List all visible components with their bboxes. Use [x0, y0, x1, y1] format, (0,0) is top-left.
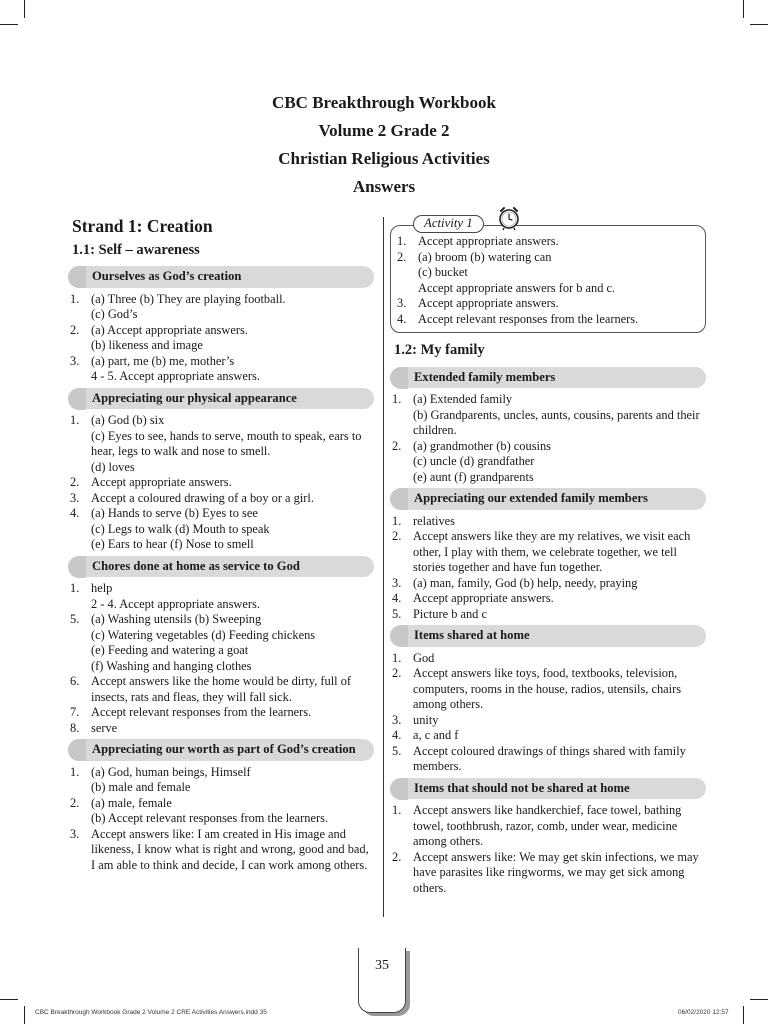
crop-mark — [750, 999, 768, 1000]
answer-text: (a) Three (b) They are playing football. — [91, 291, 286, 306]
answer-text: Accept appropriate answers for b and c. — [418, 280, 616, 295]
answer-number: 1. — [392, 650, 402, 665]
answer-item — [390, 408, 706, 439]
answer-number: 3. — [392, 575, 402, 590]
title-line-2: Volume 2 Grade 2 — [318, 121, 450, 140]
answer-number: 3. — [70, 826, 80, 841]
answer-number: 4. — [392, 591, 402, 605]
answer-item — [68, 581, 374, 597]
answer-item — [390, 591, 706, 607]
answer-number: 1. — [397, 234, 407, 248]
answer-text: (b) likeness and image — [91, 338, 203, 352]
answer-text: (a) grandmother (b) cousins — [413, 438, 551, 453]
answer-text: (b) Accept relevant responses from the learners. — [91, 811, 329, 825]
answer-text: (a) God (b) six — [91, 413, 165, 427]
answer-list — [390, 651, 706, 775]
answer-item — [68, 674, 374, 705]
answer-item — [68, 491, 374, 507]
answer-text: Accept answers like: We may get skin infections, we may have parasites like ringworms, we may get sick among others. — [413, 849, 699, 895]
answer-item — [68, 522, 374, 538]
answer-number: 4. — [70, 506, 80, 520]
answer-number: 5. — [70, 612, 80, 626]
answer-item — [390, 666, 706, 713]
answer-number: 2. — [392, 529, 402, 543]
answer-text: (b) Grandparents, uncles, aunts, cousins, parents and their children. — [413, 407, 700, 437]
section-heading: Items shared at home — [390, 625, 706, 647]
answer-item — [390, 744, 706, 775]
answer-number: 1. — [392, 803, 402, 817]
answer-number — [68, 338, 91, 354]
answer-number — [68, 460, 91, 476]
answer-text: relatives — [413, 513, 455, 528]
answer-item — [390, 529, 706, 576]
answer-list — [390, 392, 706, 485]
subheading-my-family: 1.2: My family — [394, 342, 485, 358]
answer-number: 3. — [70, 490, 80, 505]
answer-item — [68, 765, 374, 781]
answer-list — [390, 514, 706, 623]
answer-number — [68, 369, 91, 385]
answer-item — [68, 413, 374, 429]
answer-list — [68, 413, 374, 553]
answer-number: 7. — [70, 705, 80, 719]
answer-text: (a) Washing utensils (b) Sweeping — [91, 612, 262, 626]
alarm-clock-icon — [496, 205, 522, 231]
answer-text: help — [91, 581, 113, 595]
title-line-3: Christian Religious Activities — [278, 149, 490, 168]
answer-item — [68, 506, 374, 522]
answer-text: Accept relevant responses from the learners. — [91, 705, 312, 719]
answer-item — [390, 713, 706, 729]
answer-item — [390, 439, 706, 455]
answer-item — [68, 643, 374, 659]
answer-item — [68, 537, 374, 553]
answer-item — [395, 234, 697, 250]
answer-item — [68, 307, 374, 323]
answer-number: 5. — [392, 743, 402, 758]
answer-text: Accept answers like the home would be dirty, full of insects, rats and fleas, they will fall sick. — [91, 674, 352, 704]
answer-item — [390, 607, 706, 623]
answer-text: (b) male and female — [91, 780, 191, 794]
answer-list — [68, 765, 374, 874]
answer-text: (c) bucket — [418, 265, 468, 279]
section-heading: Chores done at home as service to God — [68, 556, 374, 578]
answer-number: 3. — [392, 712, 402, 727]
crop-mark — [743, 1006, 744, 1024]
answer-number — [68, 643, 91, 659]
answer-item — [390, 454, 706, 470]
answer-item — [68, 721, 374, 737]
answer-text: (d) loves — [91, 459, 135, 474]
answer-list — [390, 803, 706, 896]
answer-text: (e) Ears to hear (f) Nose to smell — [91, 537, 254, 551]
answer-item — [390, 728, 706, 744]
answer-text: Accept answers like handkerchief, face towel, bathing towel, toothbrush, razor, comb, under wear, medicine among others. — [413, 803, 682, 848]
answer-text: (f) Washing and hanging clothes — [91, 658, 252, 673]
answer-item — [390, 803, 706, 850]
answer-item — [68, 369, 374, 385]
answer-text: 2 - 4. Accept appropriate answers. — [91, 596, 260, 611]
answer-text: serve — [91, 720, 118, 735]
answer-number: 1. — [70, 291, 80, 306]
answer-text: Accept appropriate answers. — [413, 591, 554, 605]
answer-text: Accept a coloured drawing of a boy or a girl. — [91, 490, 314, 505]
section-heading: Extended family members — [390, 367, 706, 389]
answer-number: 2. — [397, 249, 407, 264]
answer-number: 3. — [397, 296, 407, 310]
answer-item — [395, 312, 697, 328]
answer-number: 1. — [70, 413, 80, 427]
answer-number: 1. — [392, 392, 402, 406]
answer-number — [395, 281, 418, 297]
answer-number: 2. — [392, 438, 402, 453]
answer-number: 2. — [70, 795, 80, 810]
answer-item — [68, 292, 374, 308]
answer-text: 4 - 5. Accept appropriate answers. — [91, 369, 260, 383]
answer-text: Accept coloured drawings of things shared with family members. — [413, 743, 686, 773]
answer-text: (e) aunt (f) grandparents — [413, 469, 534, 484]
answer-text: Accept relevant responses from the learners. — [418, 311, 639, 326]
column-divider — [383, 217, 384, 917]
answer-text: Accept answers like toys, food, textbooks, television, computers, rooms in the house, radios, utensils, chairs among others. — [413, 666, 682, 711]
crop-mark — [24, 0, 25, 18]
answer-item — [68, 338, 374, 354]
answer-text: (c) Watering vegetables (d) Feeding chickens — [91, 627, 316, 642]
answer-text: (a) Hands to serve (b) Eyes to see — [91, 506, 258, 520]
answer-text: a, c and f — [413, 728, 459, 742]
answer-number — [395, 265, 418, 281]
answer-text: (a) God, human beings, Himself — [91, 764, 251, 779]
subheading-self-awareness: 1.1: Self – awareness — [72, 241, 200, 258]
page-number: 35 — [375, 958, 389, 973]
title-line-1: CBC Breakthrough Workbook — [272, 93, 496, 112]
crop-mark — [743, 0, 744, 18]
answer-text: Accept appropriate answers. — [418, 296, 559, 310]
answer-item — [390, 576, 706, 592]
answer-item — [68, 597, 374, 613]
answer-item — [390, 651, 706, 667]
strand-heading: Strand 1: Creation — [72, 216, 213, 236]
crop-mark — [0, 24, 18, 25]
answer-text: Accept answers like: I am created in His image and likeness, I know what is right and wrong, good and bad, I am able to think and decide, I can work among others. — [91, 826, 369, 872]
answer-item — [68, 323, 374, 339]
answer-item — [390, 850, 706, 897]
answer-number: 4. — [397, 311, 407, 326]
section-heading: Appreciating our physical appearance — [68, 388, 374, 410]
answer-item — [68, 354, 374, 370]
answer-item — [395, 250, 697, 266]
answer-text: (c) Eyes to see, hands to serve, mouth to speak, ears to hear, legs to walk and nose to smell. — [91, 428, 362, 458]
answer-list — [395, 234, 697, 327]
answer-number: 6. — [70, 674, 80, 688]
section-heading: Appreciating our worth as part of God’s creation — [68, 739, 374, 761]
answer-item — [395, 296, 697, 312]
answer-text: (c) God’s — [91, 307, 138, 321]
answer-text: Accept answers like they are my relatives, we visit each other, I play with them, we celebrate together, we tell stories together and have fun together. — [413, 529, 691, 574]
section-heading: Items that should not be shared at home — [390, 778, 706, 800]
answer-text: (c) Legs to walk (d) Mouth to speak — [91, 521, 270, 536]
answer-text: (c) uncle (d) grandfather — [413, 454, 535, 468]
activity-label: Activity 1 — [413, 215, 484, 233]
answer-item — [395, 265, 697, 281]
answer-number: 2. — [70, 322, 80, 337]
answer-item — [390, 392, 706, 408]
answer-number: 1. — [392, 513, 402, 528]
answer-item — [390, 470, 706, 486]
answer-item — [390, 514, 706, 530]
answer-text: Accept appropriate answers. — [418, 234, 559, 248]
answer-item — [68, 827, 374, 874]
answer-text: (e) Feeding and watering a goat — [91, 643, 249, 657]
right-column — [390, 215, 706, 896]
answer-text: (a) Extended family — [413, 392, 513, 406]
left-column — [68, 217, 374, 873]
crop-mark — [750, 24, 768, 25]
section-heading: Ourselves as God’s creation — [68, 266, 374, 288]
answer-number — [68, 307, 91, 323]
title-line-4: Answers — [352, 177, 416, 196]
footer-timestamp: 06/02/2020 12:57 — [678, 1009, 729, 1016]
answer-number — [68, 429, 91, 460]
answer-item — [68, 705, 374, 721]
answer-list — [68, 581, 374, 736]
answer-number — [68, 659, 91, 675]
answer-number — [390, 454, 413, 470]
answer-text: (a) male, female — [91, 795, 172, 810]
answer-number — [68, 780, 91, 796]
answer-item — [68, 628, 374, 644]
answer-item — [68, 460, 374, 476]
answer-item — [68, 811, 374, 827]
answer-number: 2. — [392, 666, 402, 680]
answer-list — [68, 292, 374, 385]
answer-item — [68, 429, 374, 460]
activity-box — [390, 216, 706, 333]
answer-text: (a) part, me (b) me, mother’s — [91, 353, 235, 368]
answer-number — [390, 408, 413, 439]
answer-number: 2. — [392, 849, 402, 864]
answer-item — [68, 780, 374, 796]
answer-number: 2. — [70, 475, 80, 489]
answer-item — [68, 659, 374, 675]
answer-number — [390, 470, 413, 486]
answer-item — [68, 796, 374, 812]
crop-mark — [0, 999, 18, 1000]
answer-text: Accept appropriate answers. — [91, 475, 232, 489]
answer-text: God — [413, 650, 435, 665]
answer-item — [68, 475, 374, 491]
section-heading: Appreciating our extended family members — [390, 488, 706, 510]
page-number-tab — [358, 948, 406, 1013]
answer-item — [395, 281, 697, 297]
answer-number: 1. — [70, 764, 80, 779]
answer-number: 3. — [70, 353, 80, 368]
answer-text: unity — [413, 712, 439, 727]
answer-number — [68, 628, 91, 644]
answer-number: 1. — [70, 581, 80, 595]
answer-number — [68, 537, 91, 553]
answer-text: (a) Accept appropriate answers. — [91, 322, 248, 337]
footer-filename: CBC Breakthrough Workbook Grade 2 Volume 2 CRE Activities Answers.indd 35 — [35, 1009, 267, 1016]
answer-text: (a) man, family, God (b) help, needy, praying — [413, 575, 638, 590]
answer-text: Picture b and c — [413, 606, 487, 621]
answer-text: (a) broom (b) watering can — [418, 249, 552, 264]
answer-number: 8. — [70, 720, 80, 735]
answer-number — [68, 522, 91, 538]
answer-number: 5. — [392, 606, 402, 621]
answer-number — [68, 811, 91, 827]
answer-number — [68, 597, 91, 613]
answer-number: 4. — [392, 728, 402, 742]
crop-mark — [24, 1006, 25, 1024]
document-title — [0, 89, 768, 201]
answer-item — [68, 612, 374, 628]
